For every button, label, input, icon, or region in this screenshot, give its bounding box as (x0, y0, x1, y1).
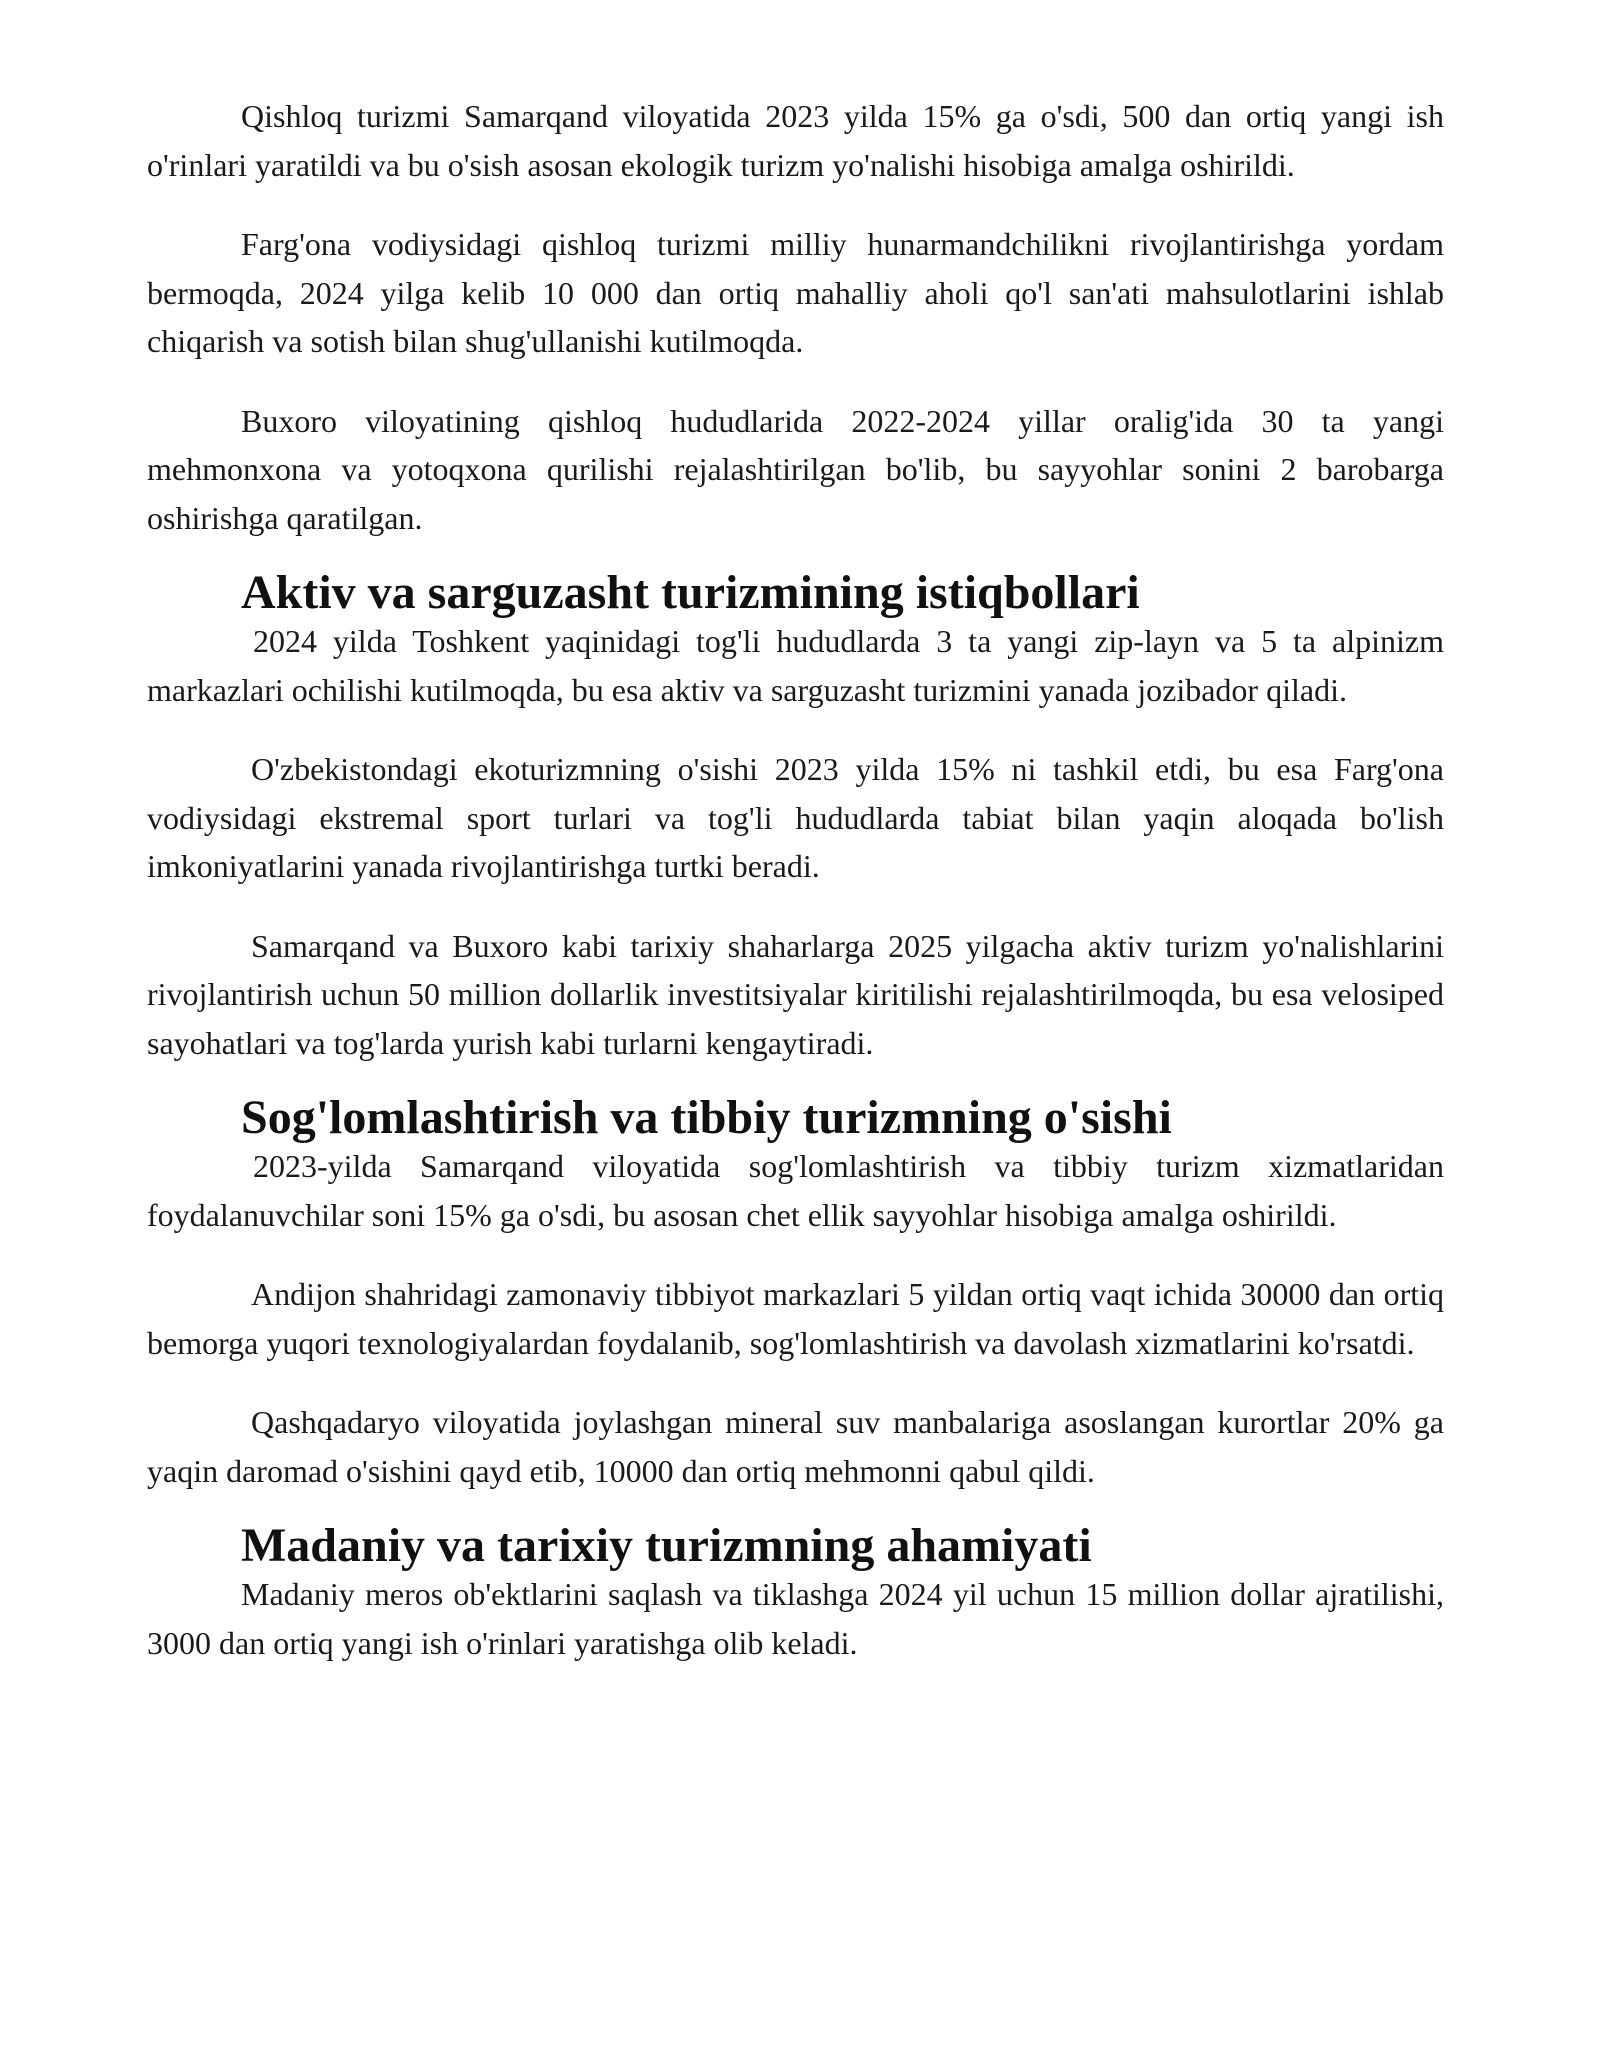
paragraph-heritage-funding: Madaniy meros ob'ektlarini saqlash va tiklashga 2024 yil uchun 15 million dollar ajratilishi, 3000 dan ortiq yangi ish o'rinlari yaratishga olib keladi. (147, 1576, 1444, 1661)
section-heading-cultural-tourism: Madaniy va tarixiy turizmning ahamiyati (241, 1519, 1092, 1572)
document-page (147, 92, 1444, 1667)
section-heading-medical-tourism: Sog'lomlashtirish va tibbiy turizmning o'sishi (241, 1091, 1172, 1144)
paragraph-ecotourism-growth: O'zbekistondagi ekoturizmning o'sishi 2023 yilda 15% ni tashkil etdi, bu esa Farg'ona vodiysidagi ekstremal sport turlari va tog'li hududlarda tabiat bilan yaqin aloqada bo'lish imkoniyatlarini yanada rivojlantirishga turtki beradi. (147, 751, 1444, 884)
paragraph-tashkent-zipline: 2024 yilda Toshkent yaqinidagi tog'li hududlarda 3 ta yangi zip-layn va 5 ta alpinizm markazlari ochilishi kutilmoqda, bu esa aktiv va sarguzasht turizmini yanada jozibador qiladi. (147, 623, 1444, 708)
paragraph-rural-tourism-samarqand: Qishloq turizmi Samarqand viloyatida 2023 yilda 15% ga o'sdi, 500 dan ortiq yangi ish o'rinlari yaratildi va bu o'sish asosan ekologik turizm yo'nalishi hisobiga amalga oshirildi. (147, 98, 1444, 183)
section-heading-adventure-tourism: Aktiv va sarguzasht turizmining istiqbollari (241, 566, 1140, 619)
paragraph-kashkadarya-resorts: Qashqadaryo viloyatida joylashgan mineral suv manbalariga asoslangan kurortlar 20% ga yaqin daromad o'sishini qayd etib, 10000 dan ortiq mehmonni qabul qildi. (147, 1404, 1444, 1489)
paragraph-andijan-medical-centers: Andijon shahridagi zamonaviy tibbiyot markazlari 5 yildan ortiq vaqt ichida 30000 dan ortiq bemorga yuqori texnologiyalardan foydalanib, sog'lomlashtirish va davolash xizmatlarini ko'rsatdi. (147, 1276, 1444, 1361)
paragraph-active-tourism-investment: Samarqand va Buxoro kabi tarixiy shaharlarga 2025 yilgacha aktiv turizm yo'nalishlarini rivojlantirish uchun 50 million dollarlik investitsiyalar kiritilishi rejalashtirilmoqda, bu esa velosiped sayohatlari va tog'larda yurish kabi turlarni kengaytiradi. (147, 927, 1444, 1061)
paragraph-bukhara-hotels: Buxoro viloyatining qishloq hududlarida 2022-2024 yillar oralig'ida 30 ta yangi mehmonxona va yotoqxona qurilishi rejalashtirilgan bo'lib, bu sayyohlar sonini 2 barobarga oshirishga qaratilgan. (147, 402, 1444, 536)
paragraph-fergana-crafts: Farg'ona vodiysidagi qishloq turizmi milliy hunarmandchilikni rivojlantirishga yordam bermoqda, 2024 yilga kelib 10 000 dan ortiq mahalliy aholi qo'l san'ati mahsulotlarini ishlab chiqarish va sotish bilan shug'ullanishi kutilmoqda. (147, 226, 1444, 359)
paragraph-samarqand-wellness: 2023-yilda Samarqand viloyatida sog'lomlashtirish va tibbiy turizm xizmatlaridan foydalanuvchilar soni 15% ga o'sdi, bu asosan chet ellik sayyohlar hisobiga amalga oshirildi. (147, 1148, 1444, 1233)
